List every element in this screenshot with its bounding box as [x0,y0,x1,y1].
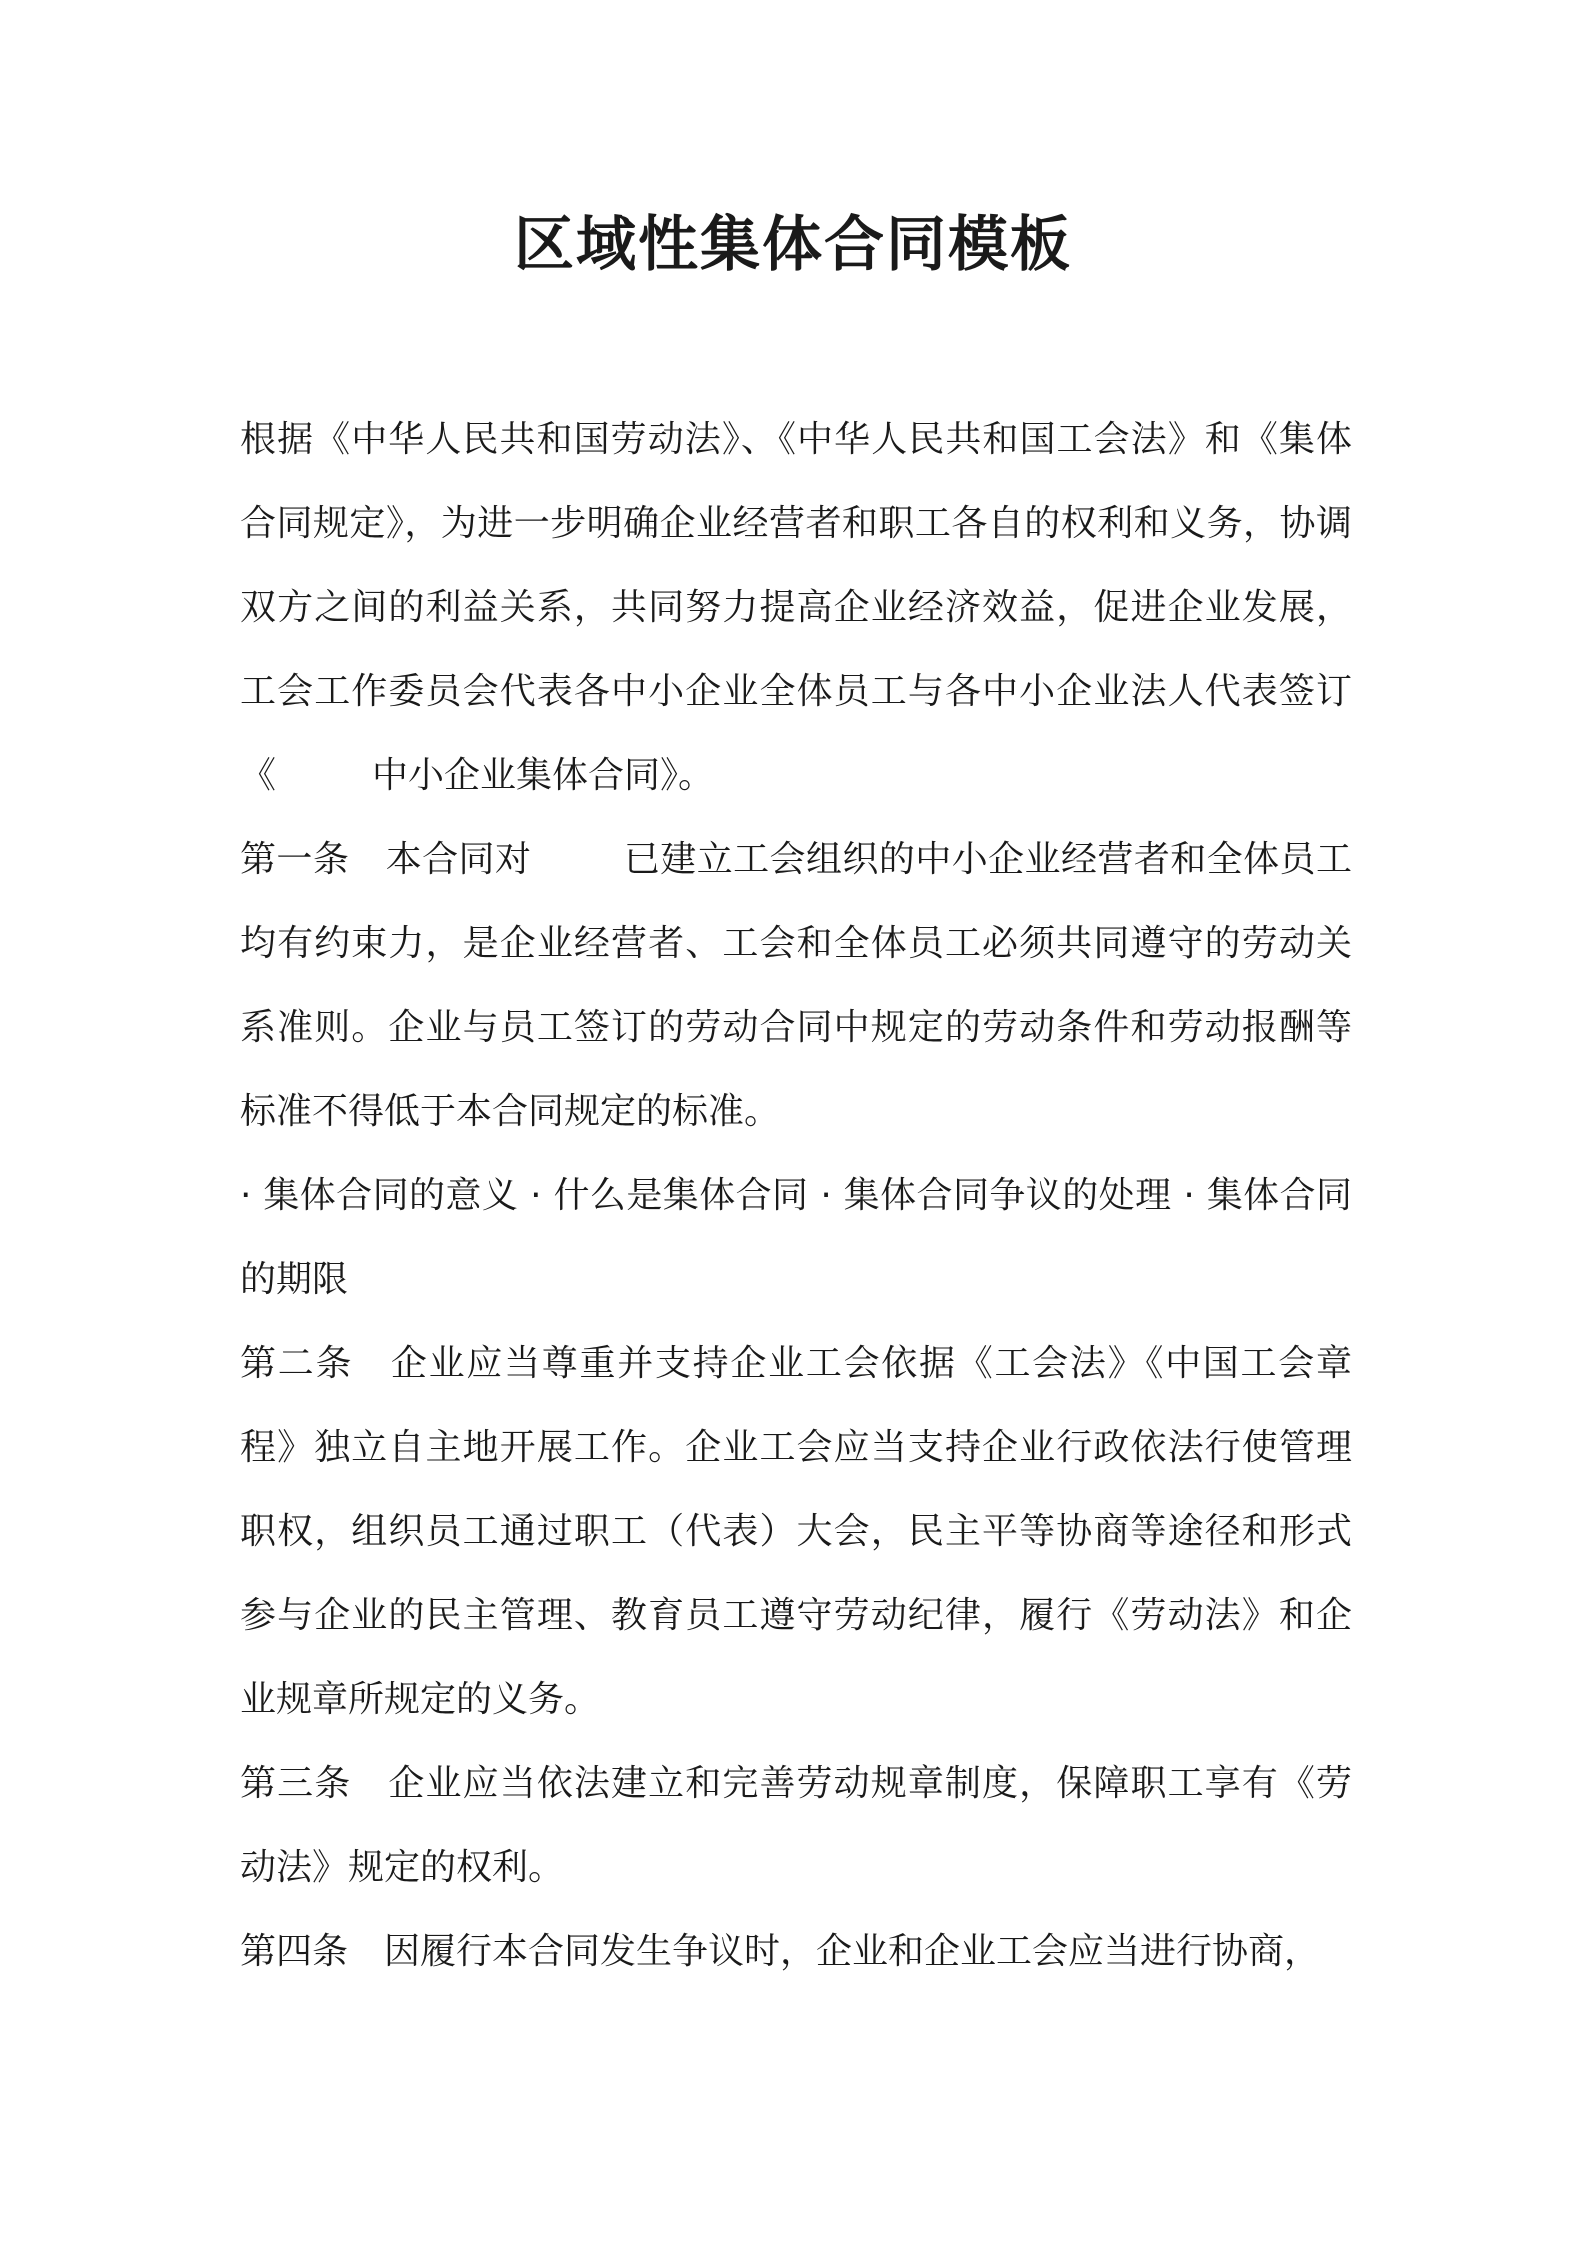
article-4-paragraph [240,1910,1352,1994]
article-2-text: 企业应当尊重并支持企业工会依据《工会法》《中国工会章程》独立自主地开展工作。企业工会应当支持企业行政依法行使管理职权，组织员工通过职工（代表）大会，民主平等协商等途径和形式参与企业的民主管理、教育员工遵守劳动纪律，履行《劳动法》和企业规章所规定的义务。 [240,1343,1352,1720]
article-1-text-part1: 本合同对 [385,839,532,880]
article-2-paragraph [240,1322,1352,1742]
article-3-paragraph [240,1742,1352,1910]
related-links-line: · 集体合同的意义 · 什么是集体合同 · 集体合同争议的处理 · 集体合同的期限 [240,1175,1352,1300]
document-title: 区域性集体合同模板 [514,210,1072,280]
article-3-heading: 第三条 [240,1763,352,1804]
article-1-paragraph [240,818,1352,1154]
article-1-text-part2: 已建立工会组织的中小企业经营者和全体员工均有约束力，是企业经营者、工会和全体员工必须共同遵守的劳动关系准则。企业与员工签订的劳动合同中规定的劳动条件和劳动报酬等标准不得低于本合同规定的标准。 [240,839,1352,1132]
document-body [240,398,1352,1994]
article-3-text: 企业应当依法建立和完善劳动规章制度，保障职工享有《劳动法》规定的权利。 [240,1763,1352,1888]
intro-text-part1: 根据《中华人民共和国劳动法》、《中华人民共和国工会法》和《集体合同规定》，为进一步明确企业经营者和职工各自的权利和义务，协调双方之间的利益关系，共同努力提高企业经济效益，促进企业发展，工会工作委员会代表各中小企业全体员工与各中小企业法人代表签订《 [240,419,1352,796]
article-2-heading: 第二条 [240,1343,354,1384]
article-1-heading: 第一条 [240,839,350,880]
article-4-text: 因履行本合同发生争议时，企业和企业工会应当进行协商， [384,1931,1321,1972]
article-4-heading: 第四条 [240,1931,349,1972]
intro-paragraph [240,398,1352,818]
intro-text-part2: 中小企业集体合同》。 [372,755,715,796]
